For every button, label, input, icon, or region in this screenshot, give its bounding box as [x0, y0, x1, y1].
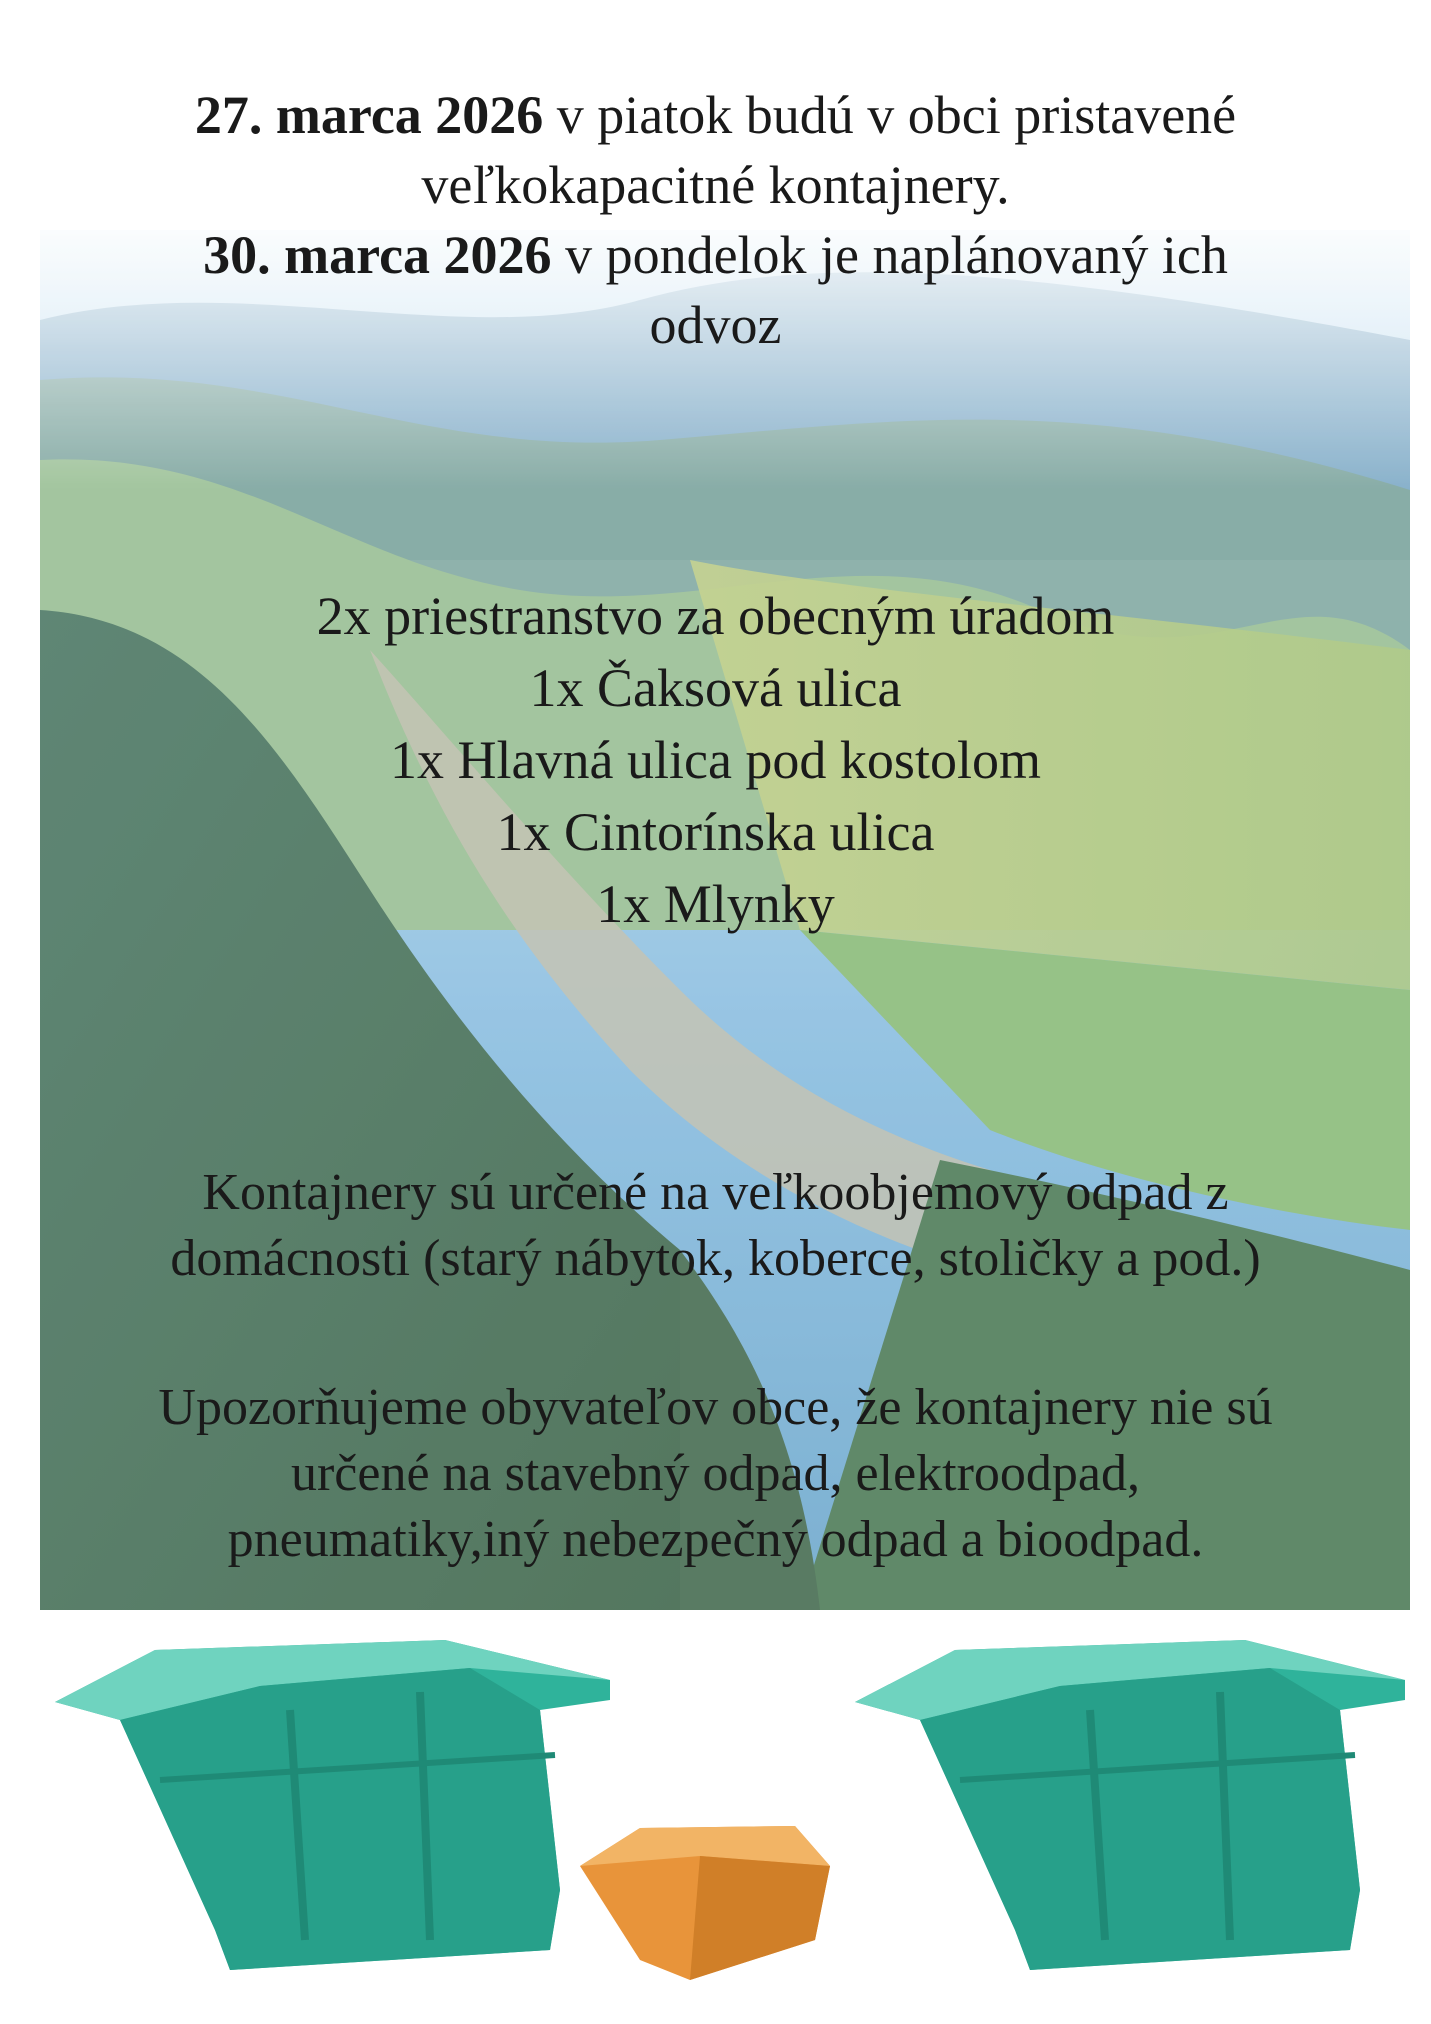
headline-line-3: [0, 220, 1431, 290]
headline: [0, 80, 1431, 360]
skip-container-icon: [55, 1640, 610, 1970]
warning-line: Upozorňujeme obyvateľov obce, že kontajnery nie sú: [158, 1379, 1273, 1436]
warning-line: pneumatiky,iný nebezpečný odpad a bioodpad.: [227, 1511, 1204, 1568]
headline-line-4: odvoz: [649, 295, 782, 355]
location-item: 1x Mlynky: [596, 874, 835, 934]
headline-line-1: [0, 80, 1431, 150]
delivery-text: v piatok budú v obci pristavené: [543, 85, 1237, 145]
purpose-line: Kontajnery sú určené na veľkoobjemový odpad z: [202, 1164, 1229, 1221]
location-item: 1x Cintorínska ulica: [496, 802, 935, 862]
location-list: [0, 580, 1431, 940]
location-item: 2x priestranstvo za obecným úradom: [316, 586, 1115, 646]
skip-container-icon: [855, 1640, 1405, 1970]
location-item: 1x Čaksová ulica: [529, 658, 902, 718]
pickup-text: v pondelok je naplánovaný ich: [551, 225, 1228, 285]
headline-line-2: veľkokapacitné kontajnery.: [421, 155, 1010, 215]
location-item: 1x Hlavná ulica pod kostolom: [390, 730, 1041, 790]
warning-line: určené na stavebný odpad, elektroodpad,: [290, 1445, 1140, 1502]
warning-notice: [0, 1375, 1431, 1573]
small-skip-container-icon: [580, 1826, 830, 1980]
purpose-line: domácnosti (starý nábytok, koberce, stoličky a pod.): [170, 1230, 1261, 1287]
pickup-date: 30. marca 2026: [203, 225, 552, 285]
delivery-date: 27. marca 2026: [194, 85, 544, 145]
purpose-notice: [0, 1160, 1431, 1292]
container-illustrations: [0, 1640, 1431, 2024]
